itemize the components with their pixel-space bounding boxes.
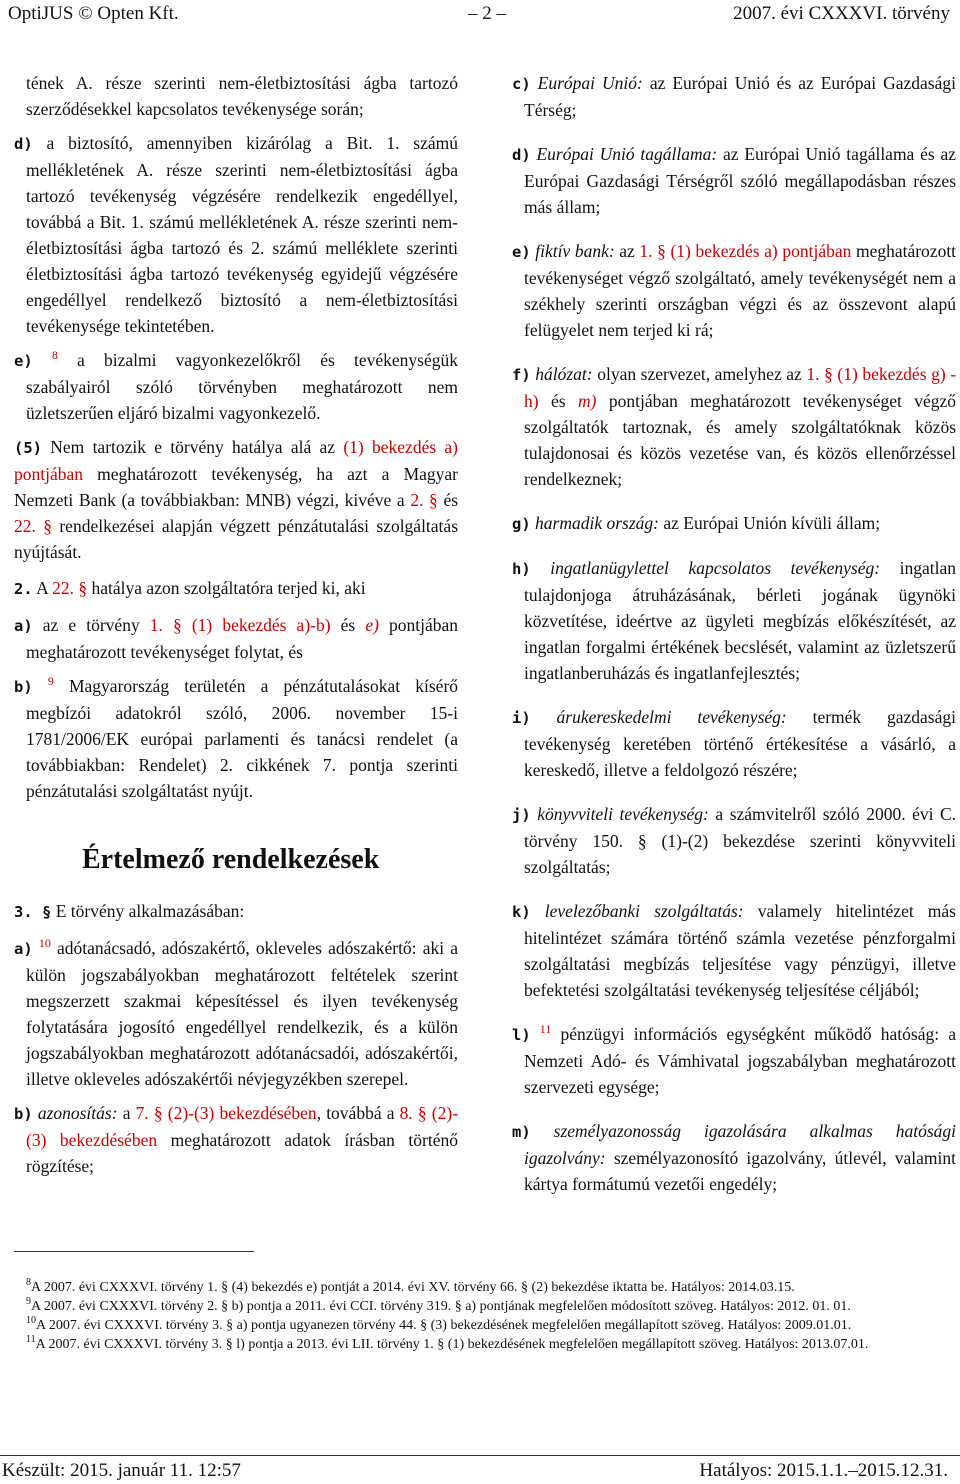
- left-column: [14, 70, 458, 1187]
- continuation-paragraph: tének A. része szerinti nem-életbiztosítási ágba tartozó szerződésekkel kapcsolatos tevékenysége során;: [26, 73, 458, 119]
- definition-j: j) könyvviteli tevékenység: a számvitelről szóló 2000. évi C. törvény 150. § (1)-(2) bekezdése szerinti könyvviteli szolgáltatás;: [512, 804, 957, 877]
- cross-ref-link[interactable]: 2. §: [410, 490, 438, 510]
- footnote-divider: [14, 1251, 254, 1252]
- definition-h: h) ingatlanügylettel kapcsolatos tevékenység: ingatlan tulajdonjoga átruházásának, bérleti jogának ügynöki közvetítése, ideértve az ügyleti megbízás előkészítését, az ingatlan forgalmi értékének becslését, valamint az üzletszerű ingatlanberuházás és ingatlanfejlesztés;: [512, 558, 957, 683]
- definition-e: e) fiktív bank: az 1. § (1) bekezdés a) pontjában meghatározott tevékenységet végző szolgáltató, amely tevékenységét nem a székhely szerinti országban végzi és az összevont alapú felügyelet nem terjed ki rá;: [512, 241, 957, 340]
- footnote-ref-8[interactable]: 8: [51, 348, 58, 362]
- cross-ref-link[interactable]: 1. § (1) bekezdés a) pontjában: [639, 241, 852, 261]
- footer-generated-date: Készült: 2015. január 11. 12:57: [2, 1460, 241, 1481]
- cross-ref-link[interactable]: 8. § (2)-(3) bekezdésében: [26, 1103, 459, 1150]
- definition-c: c) Európai Unió: az Európai Unió és az Európai Gazdasági Térség;: [512, 73, 956, 120]
- page-header: [8, 2, 950, 28]
- footnote: $^8$A 2007. évi CXXXVI. törvény 1. § (4) bekezdés e) pontját a 2014. évi XV. törvény 66. § (2) bekezdése iktatta be. Hatályos: 2014.03.15.: [26, 1277, 795, 1295]
- footnote: $^9$A 2007. évi CXXXVI. törvény 2. § b) pontja a 2011. évi CCI. törvény 319. § a) pontjának megfelelően módosított szöveg. Hatályos: 2012. 01. 01.: [26, 1296, 851, 1314]
- section-3: 3. § E törvény alkalmazásában:: [14, 901, 245, 921]
- point-e: e) $^8$ a bizalmi vagyonkezelőkről és tevékenységük szabályairól szóló törvényben meghatározott nem üzletszerűen eljáró bizalmi vagyonkezelő.: [14, 348, 458, 423]
- page-footer: [2, 1459, 948, 1483]
- cross-ref-link[interactable]: m): [577, 391, 597, 411]
- definition-k: k) levelezőbanki szolgáltatás: valamely hitelintézet más hitelintézet számára történő számla vezetése pénzforgalmi szolgáltatási megbízás teljesítése vagy pénzügyi, illetve befektetési szolgáltatási tevékenység teljesítése céljából;: [512, 901, 956, 1000]
- cross-ref-link[interactable]: 22. §: [14, 516, 52, 536]
- footnote: $^{11}$A 2007. évi CXXXVI. törvény 3. § l) pontja a 2013. évi LII. törvény 1. § (1) bekezdésének megfelelően megállapított szöveg. Hatályos: 2013.07.01.: [26, 1334, 869, 1352]
- definition-g: g) harmadik ország: az Európai Unión kívüli állam;: [512, 513, 881, 533]
- section-2-point-a: a) az e törvény 1. § (1) bekezdés a)-b) és e) pontjában meghatározott tevékenységet folytat, és: [14, 615, 459, 662]
- section-2-point-b: b) $^9$ Magyarország területén a pénzátutalásokat kísérő megbízói adatokról szóló, 2006. november 15-i 1781/2006/EK európai parlamenti és tanácsi rendelet (a továbbiakban: Rendelet) 2. cikkének 7. pontja szerinti pénzátutalási szolgáltatást nyújt.: [14, 674, 459, 801]
- header-law-title: 2007. évi CXXXVI. törvény: [733, 3, 950, 24]
- definition-i: i) árukereskedelmi tevékenység: termék gazdasági tevékenység keretében történő értékesítése a vásárló, a kereskedő, illetve a feldolgozó részére;: [512, 707, 956, 780]
- point-d: d) a biztosító, amennyiben kizárólag a Bit. 1. számú mellékletének A. része szerinti nem-életbiztosítási ágba tartozó tevékenység végzésére rendelkezik engedéllyel, továbbá a Bit. 1. számú mellékletének A. része szerinti nem-életbiztosítási ágba tartozó és 2. számú melléklete szerinti életbiztosítási ágba tartozó tevékenység egyidejű végzésére engedéllyel rendelkező biztosító a nem-életbiztosítási tevékenysége tekintetében.: [14, 133, 459, 336]
- cross-ref-link[interactable]: 1. § (1) bekezdés g) -h): [524, 364, 957, 411]
- definition-m: m) személyazonosság igazolására alkalmas hatósági igazolvány: személyazonosító igazolvány, útlevél, valamint kártya formátumú vezetői engedély;: [512, 1121, 957, 1194]
- section-2: 2. A 22. § hatálya azon szolgáltatóra terjed ki, aki: [14, 578, 366, 598]
- cross-ref-link[interactable]: 7. § (2)-(3) bekezdésében: [135, 1103, 317, 1123]
- section-heading: Értelmező rendelkezések: [82, 844, 380, 875]
- cross-ref-link[interactable]: 22. §: [52, 578, 88, 598]
- footnotes: [0, 1278, 956, 1354]
- header-publisher: OptiJUS © Opten Kft.: [8, 3, 179, 24]
- cross-ref-link[interactable]: e): [365, 615, 379, 635]
- header-page-number: – 2 –: [468, 3, 506, 24]
- footnote-ref-11[interactable]: 11: [539, 1022, 552, 1036]
- footnote-ref-10[interactable]: 10: [38, 936, 51, 950]
- paragraph-5: (5) Nem tartozik e törvény hatálya alá az (1) bekezdés a) pontjában meghatározott tevékenység, ha azt a Magyar Nemzeti Bank (a továbbiakban: MNB) végzi, kivéve a 2. § és 22. § rendelkezései alapján végzett pénzátutalási szolgáltatás nyújtását.: [14, 437, 459, 562]
- right-column: [512, 70, 956, 1215]
- definition-d: d) Európai Unió tagállama: az Európai Unió tagállama és az Európai Gazdasági Térségről szóló megállapodásban részes más állam;: [512, 144, 957, 217]
- footer-divider: [0, 1455, 960, 1456]
- cross-ref-link[interactable]: (1) bekezdés a) pontjában: [14, 437, 459, 484]
- definition-f: f) hálózat: olyan szervezet, amelyhez az 1. § (1) bekezdés g) -h) és m) pontjában meghatározott tevékenységet végző szolgáltatók tartoznak, és amely szolgáltatóknak közös tulajdonosai és közös vezetése van, és közös ellenőrzéssel rendelkeznek;: [512, 364, 957, 489]
- definition-l: l) $^{11}$ pénzügyi információs egységként működő hatóság: a Nemzeti Adó- és Vámhivatal jogszabályban meghatározott szervezeti egysége;: [512, 1022, 957, 1097]
- footnote-ref-9[interactable]: 9: [47, 674, 54, 688]
- section-3-point-b: b) azonosítás: a 7. § (2)-(3) bekezdésében, továbbá a 8. § (2)-(3) bekezdésében meghatározott adatok írásban történő rögzítése;: [14, 1103, 459, 1176]
- footnote: $^{10}$A 2007. évi CXXXVI. törvény 3. § a) pontja ugyanezen törvény 44. § (3) bekezdésének megfelelően megállapított szöveg. Hatályos: 2009.01.01.: [26, 1315, 852, 1333]
- footer-validity: Hatályos: 2015.1.1.–2015.12.31.: [699, 1460, 948, 1481]
- section-3-point-a: a) $^{10}$ adótanácsadó, adószakértő, okleveles adószakértő: aki a külön jogszabályokban meghatározott feltételek szerint megszerzett szakmai képesítéssel és ilyen tevékenység folytatására jogosító engedéllyel rendelkezik, és a külön jogszabályokban meghatározott adótanácsadói, adószakértői, illetve okleveles adószakértői névjegyzékben szerepel.: [14, 936, 458, 1089]
- cross-ref-link[interactable]: 1. § (1) bekezdés a)-b): [149, 615, 331, 635]
